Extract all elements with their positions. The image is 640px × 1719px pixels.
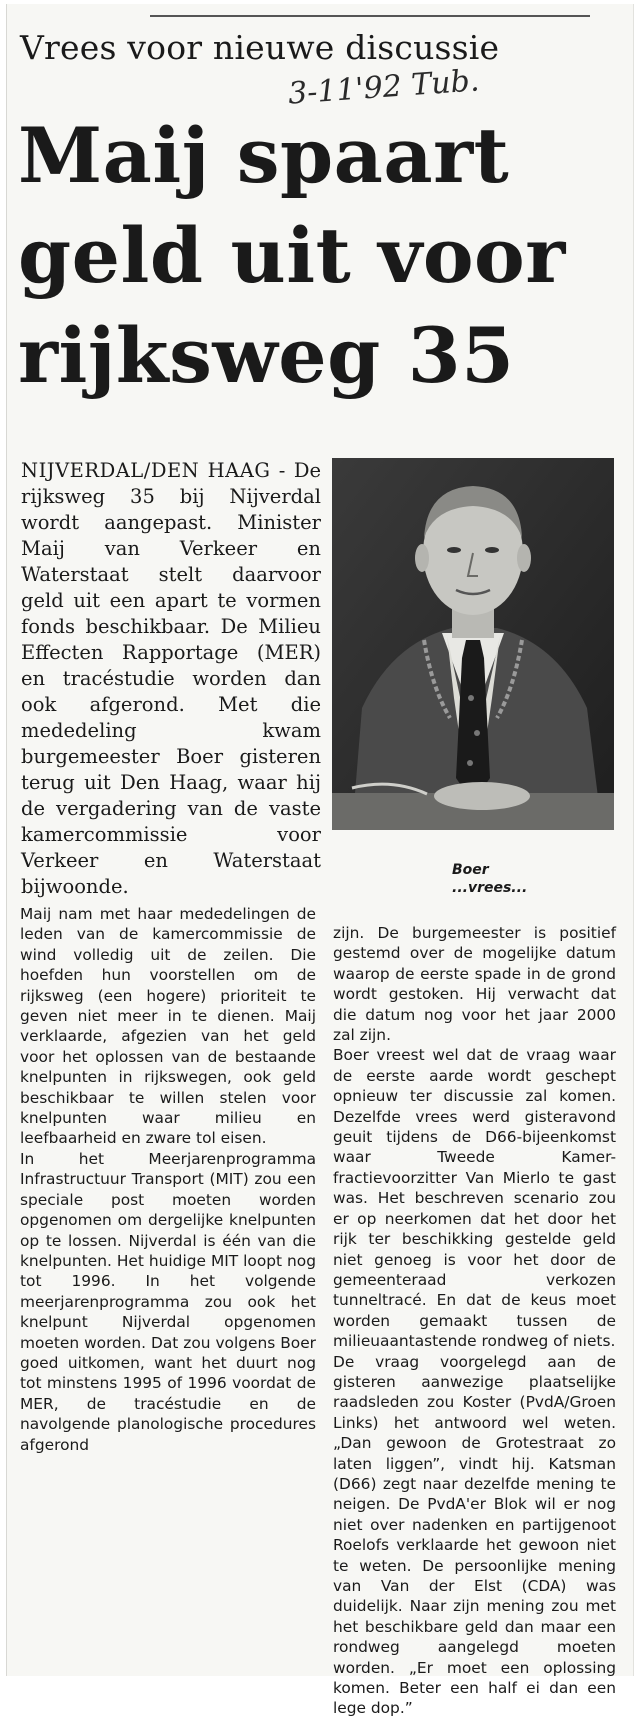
handwritten-date-note: 3-11'92 Tub.: [287, 63, 481, 112]
body-column-1: [20, 904, 316, 1455]
kicker-subheadline: Vrees voor nieuwe discussie: [20, 28, 500, 67]
body-paragraph: Maij nam met haar mededelingen de leden van de kamercommissie de wind volledig uit de zeilen. Die hoefden hun voorstellen om de rijksweg (een hogere) prioriteit te geven niet meer in te dienen. Maij verklaarde, afgezien van het geld voor het oplossen van de bestaande knelpunten in rijkswegen, ook geld beschikbaar te willen stelen voor knelpunten waar milieu en leefbaarheid en zware tol eisen.: [20, 905, 316, 1148]
lead-paragraph: [21, 458, 321, 900]
headline-line-1: Maij spaart: [18, 111, 510, 200]
portrait-photo: [332, 458, 614, 830]
header-rule: [150, 15, 590, 17]
photo-caption: [452, 861, 527, 897]
lead-text: De rijksweg 35 bij Nijverdal wordt aangepast. Minister Maij van Verkeer en Waterstaat stelt daarvoor geld uit een apart te vormen fonds beschikbaar. De Milieu Effecten Rapportage (MER) en tracéstudie worden dan ook afgerond. Met die mededeling kwam burgemeester Boer gisteren terug uit Den Haag, waar hij de vergadering van de vaste kamercommissie voor Verkeer en Waterstaat bijwoonde.: [21, 459, 322, 898]
body-paragraph: De vraag voorgelegd aan de gisteren aanwezige plaatselijke raadsleden zou Koster (PvdA/Groen Links) het antwoord wel weten. „Dan gewoon de Grotestraat zo laten liggen”, vindt hij. Katsman (D66) zegt naar dezelfde mening te neigen. De PvdA'er Blok wil er nog niet over nadenken en partijgenoot Roelofs verklaarde het gewoon niet te weten. De persoonlijke mening van Van der Elst (CDA) was duidelijk. Naar zijn mening zou met het beschikbare geld dan maar een rondweg aangelegd moeten worden. „Er moet een oplossing komen. Beter een half ei dan een lege dop.”: [333, 1352, 616, 1718]
body-column-2: [333, 923, 616, 1719]
headline: [18, 106, 566, 406]
headline-line-3: rijksweg 35: [18, 311, 515, 400]
portrait-illustration: [332, 458, 614, 830]
dateline: NIJVERDAL/DEN HAAG -: [21, 459, 286, 482]
body-paragraph: In het Meerjarenprogramma Infrastructuur Transport (MIT) zou een speciale post moeten worden opgenomen om dergelijke knelpunten op te lossen. Nijverdal is één van die knelpunten. Het huidige MIT loopt nog tot 1996. In het volgende meerjarenprogramma zou ook het knelpunt Nijverdal opgenomen moeten worden. Dat zou volgens Boer goed uitkomen, want het duurt nog tot minstens 1995 of 1996 voordat de MER, de tracéstudie en de navolgende planologische procedures afgerond: [20, 1149, 316, 1454]
caption-name: Boer: [452, 862, 489, 878]
body-paragraph: Boer vreest wel dat de vraag waar de eerste aarde wordt geschept opnieuw ter discussie zal komen. Dezelfde vrees werd gisteravond geuit tijdens de D66-bijeenkomst waar Tweede Kamer-fractievoorzitter Van Mierlo te gast was. Het beschreven scenario zou er op neerkomen dat het door het rijk ter beschikking gestelde geld niet genoeg is voor het door de gemeenteraad verkozen tunneltracé. En dat de keus moet worden gemaakt tussen de milieuaantastende rondweg of niets.: [333, 1046, 616, 1351]
headline-line-2: geld uit voor: [18, 211, 566, 300]
caption-quote: ...vrees...: [452, 880, 528, 896]
body-paragraph: zijn. De burgemeester is positief gestemd over de mogelijke datum waarop de eerste spade in de grond wordt gestoken. Hij verwacht dat die datum nog voor het jaar 2000 zal zijn.: [333, 924, 616, 1045]
